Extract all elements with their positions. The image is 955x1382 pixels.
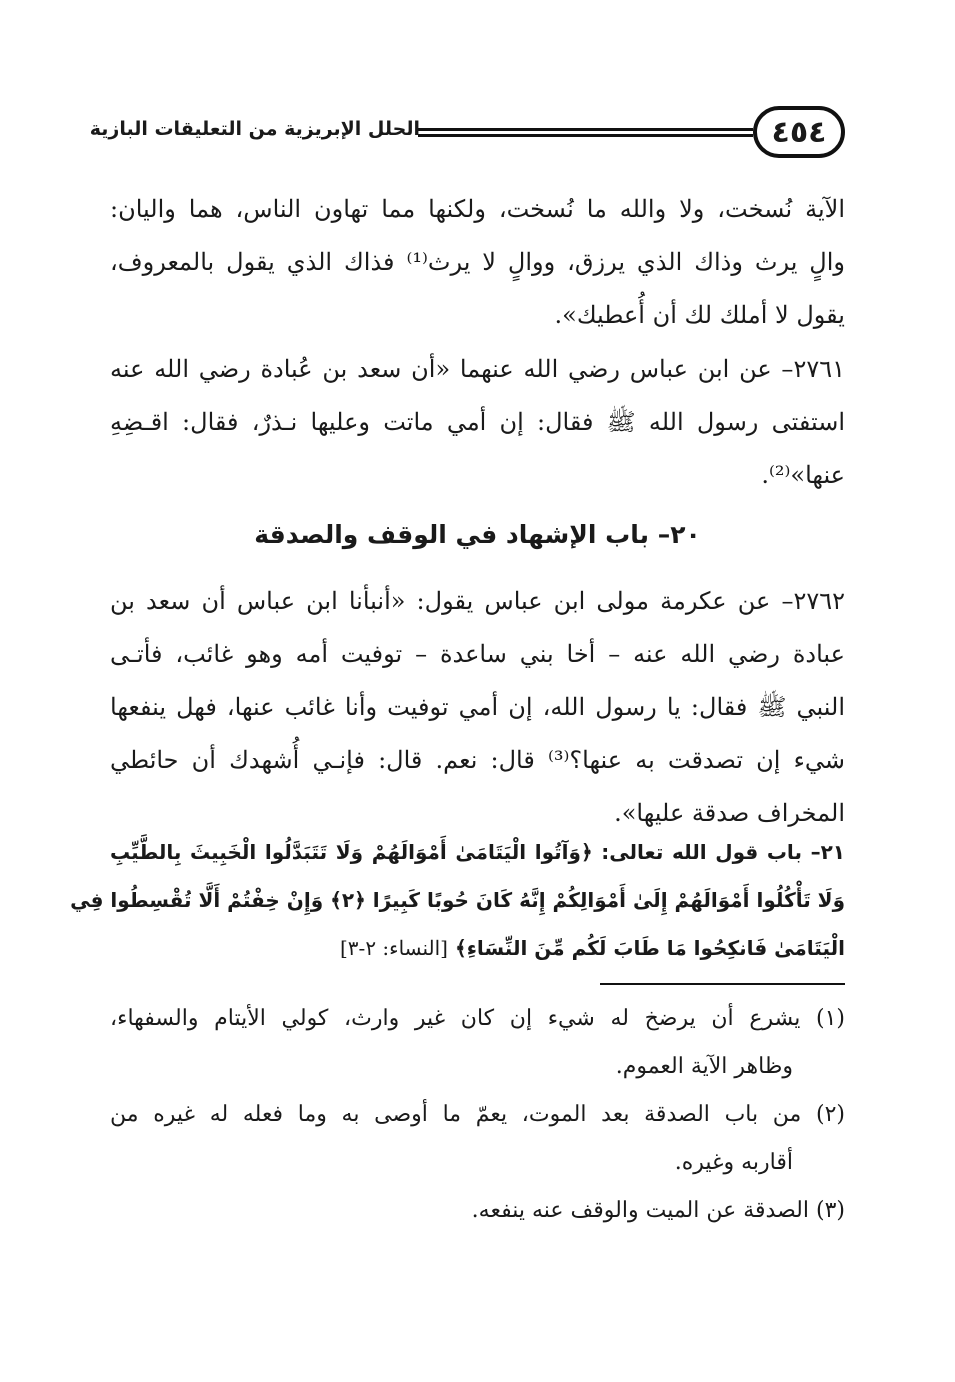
page-number: ٤٥٤ bbox=[753, 106, 845, 158]
footnote-3 bbox=[110, 1187, 845, 1235]
section-heading-21 bbox=[70, 828, 845, 972]
hadith-2762 bbox=[110, 575, 845, 840]
text-line: عنها»⁽²⁾. bbox=[761, 461, 845, 489]
text-line: الآية نُسخت، ولا والله ما نُسخت، ولكنها مما تهاون الناس، هما واليان: bbox=[110, 195, 845, 223]
page-header bbox=[89, 106, 845, 162]
verse-line: ٢١– باب قول الله تعالى: ﴿وَآتُوا الْيَتَامَىٰ أَمْوَالَهُمْ وَلَا تَتَبَدَّلُوا الْخَبِيثَ بِالطَّيِّبِ bbox=[110, 840, 845, 864]
footnote-1 bbox=[110, 995, 845, 1091]
footnote-text: (٢) من باب الصدقة بعد الموت، يعمّ ما أوصى به وما فعله له غيره من bbox=[110, 1102, 845, 1127]
footnote-2 bbox=[110, 1091, 845, 1187]
footnote-text: (١) يشرع أن يرضخ له شيء إن كان غير وارث، كولي الأيتام والسفهاء، bbox=[110, 1006, 845, 1031]
footnote-continuation: وظاهر الآية العموم. bbox=[615, 1054, 793, 1079]
text-line: عبادة رضي الله عنه – أخا بني ساعدة – توفيت أمه وهو غائب، فأتـى bbox=[110, 640, 845, 668]
running-title: الحلل الإبريزية من التعليقات البازية bbox=[89, 118, 420, 140]
verse-text: الْيَتَامَىٰ فَانكِحُوا مَا طَابَ لَكُم مِّنَ النِّسَاءِ﴾ bbox=[454, 936, 845, 960]
text-line: استفتى رسول الله ﷺ فقال: إن أمي ماتت وعليها نـذرٌ، فقال: اقـضِهِ bbox=[110, 408, 845, 436]
text-line: ٢٧٦٢– عن عكرمة مولى ابن عباس يقول: «أنبأنا ابن عباس أن سعد بن bbox=[110, 587, 845, 615]
paragraph-continuation bbox=[110, 183, 845, 342]
text-line: شيء إن تصدقت به عنها؟⁽³⁾ قال: نعم. قال: فإنـي أُشهدك أن حائطي bbox=[110, 746, 845, 774]
header-double-rule bbox=[418, 128, 753, 137]
text-line: ٢٧٦١– عن ابن عباس رضي الله عنهما «أن سعد بن عُبادة رضي الله عنه bbox=[110, 355, 845, 383]
verse-reference: [النساء: ٢-٣] bbox=[339, 936, 448, 960]
section-heading-20: ٢٠– باب الإشهاد في الوقف والصدقة bbox=[254, 520, 701, 549]
hadith-2761 bbox=[110, 343, 845, 502]
footnotes bbox=[110, 995, 845, 1235]
text-line: النبي ﷺ فقال: يا رسول الله، إن أمي توفيت وأنا غائب عنها، فهل ينفعها bbox=[110, 693, 845, 721]
text-line: يقول لا أملك لك أن أُعطيك». bbox=[554, 301, 845, 329]
text-line: المخراف صدقة عليها». bbox=[614, 799, 845, 827]
verse-line: وَلَا تَأْكُلُوا أَمْوَالَهُمْ إِلَىٰ أَمْوَالِكُمْ إِنَّهُ كَانَ حُوبًا كَبِيرًا ﴿٢﴾ وَإِنْ خِفْتُمْ أَلَّا تُقْسِطُوا فِي bbox=[70, 888, 845, 912]
footnote-separator bbox=[600, 983, 845, 985]
footnote-continuation: أقاربه وغيره. bbox=[674, 1150, 793, 1175]
footnote-text: (٣) الصدقة عن الميت والوقف عنه ينفعه. bbox=[471, 1198, 845, 1223]
text-line: والٍ يرث وذاك الذي يرزق، ووالٍ لا يرث⁽¹⁾ فذاك الذي يقول بالمعروف، bbox=[110, 248, 845, 276]
verse-line bbox=[110, 924, 845, 972]
